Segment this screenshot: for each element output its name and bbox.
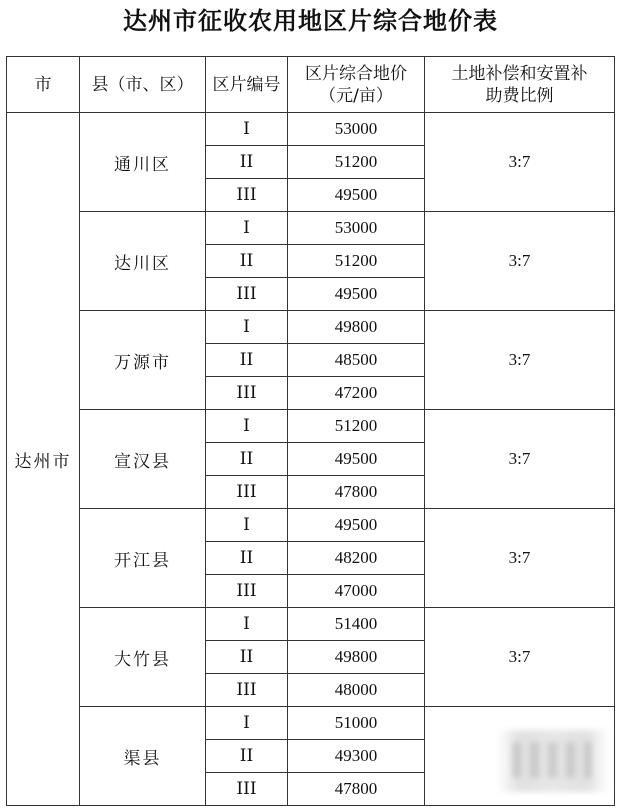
zone-no-cell: I (206, 311, 288, 344)
zone-no-cell: II (206, 146, 288, 179)
price-cell: 49500 (288, 278, 425, 311)
ratio-cell: 3:7 (425, 212, 615, 311)
table-row (7, 212, 615, 245)
zone-no-cell: III (206, 575, 288, 608)
zone-no-cell: I (206, 707, 288, 740)
zone-no-cell: II (206, 344, 288, 377)
price-cell: 51400 (288, 608, 425, 641)
price-cell: 47200 (288, 377, 425, 410)
ratio-cell: 3:7 (425, 113, 615, 212)
table-row (7, 608, 615, 641)
price-cell: 49500 (288, 509, 425, 542)
header-row (7, 57, 615, 113)
price-cell: 51200 (288, 410, 425, 443)
page-title: 达州市征收农用地区片综合地价表 (123, 6, 498, 35)
price-cell: 53000 (288, 113, 425, 146)
price-cell: 51000 (288, 707, 425, 740)
zone-no-cell: II (206, 443, 288, 476)
table-row (7, 113, 615, 146)
county-cell: 大竹县 (80, 608, 206, 707)
county-cell: 万源市 (80, 311, 206, 410)
price-cell: 48000 (288, 674, 425, 707)
county-cell: 达川区 (80, 212, 206, 311)
header-price-line2: （元/亩） (319, 85, 393, 106)
price-cell: 49800 (288, 311, 425, 344)
price-cell: 49800 (288, 641, 425, 674)
zone-no-cell: III (206, 476, 288, 509)
zone-no-cell: II (206, 542, 288, 575)
ratio-cell: 3:7 (425, 608, 615, 707)
zone-no-cell: II (206, 245, 288, 278)
price-cell: 53000 (288, 212, 425, 245)
price-cell: 51200 (288, 245, 425, 278)
header-ratio (425, 57, 615, 113)
header-county: 县（市、区） (80, 57, 206, 113)
zone-no-cell: III (206, 377, 288, 410)
zone-no-cell: I (206, 509, 288, 542)
county-cell: 通川区 (80, 113, 206, 212)
city-cell: 达州市 (7, 113, 80, 806)
blurred-watermark (497, 730, 609, 792)
price-cell: 47000 (288, 575, 425, 608)
header-city: 市 (7, 57, 80, 113)
ratio-cell: 3:7 (425, 509, 615, 608)
ratio-cell: 3:7 (425, 410, 615, 509)
price-cell: 48500 (288, 344, 425, 377)
header-ratio-line1: 土地补偿和安置补 (451, 63, 588, 84)
price-cell: 49500 (288, 443, 425, 476)
table-row (7, 311, 615, 344)
table-row (7, 509, 615, 542)
header-zone-no: 区片编号 (206, 57, 288, 113)
county-cell: 开江县 (80, 509, 206, 608)
zone-no-cell: I (206, 113, 288, 146)
table-row (7, 410, 615, 443)
price-cell: 48200 (288, 542, 425, 575)
price-cell: 47800 (288, 476, 425, 509)
county-cell: 宣汉县 (80, 410, 206, 509)
zone-no-cell: I (206, 608, 288, 641)
zone-no-cell: III (206, 674, 288, 707)
price-cell: 49500 (288, 179, 425, 212)
price-cell: 49300 (288, 740, 425, 773)
header-price-line1: 区片综合地价 (305, 63, 407, 84)
header-ratio-line2: 助费比例 (485, 85, 554, 106)
header-price (288, 57, 425, 113)
zone-no-cell: II (206, 740, 288, 773)
zone-no-cell: III (206, 179, 288, 212)
land-price-table (6, 56, 615, 806)
zone-no-cell: III (206, 773, 288, 806)
price-cell: 51200 (288, 146, 425, 179)
zone-no-cell: II (206, 641, 288, 674)
county-cell: 渠县 (80, 707, 206, 806)
price-cell: 47800 (288, 773, 425, 806)
ratio-cell: 3:7 (425, 311, 615, 410)
zone-no-cell: I (206, 212, 288, 245)
zone-no-cell: I (206, 410, 288, 443)
zone-no-cell: III (206, 278, 288, 311)
